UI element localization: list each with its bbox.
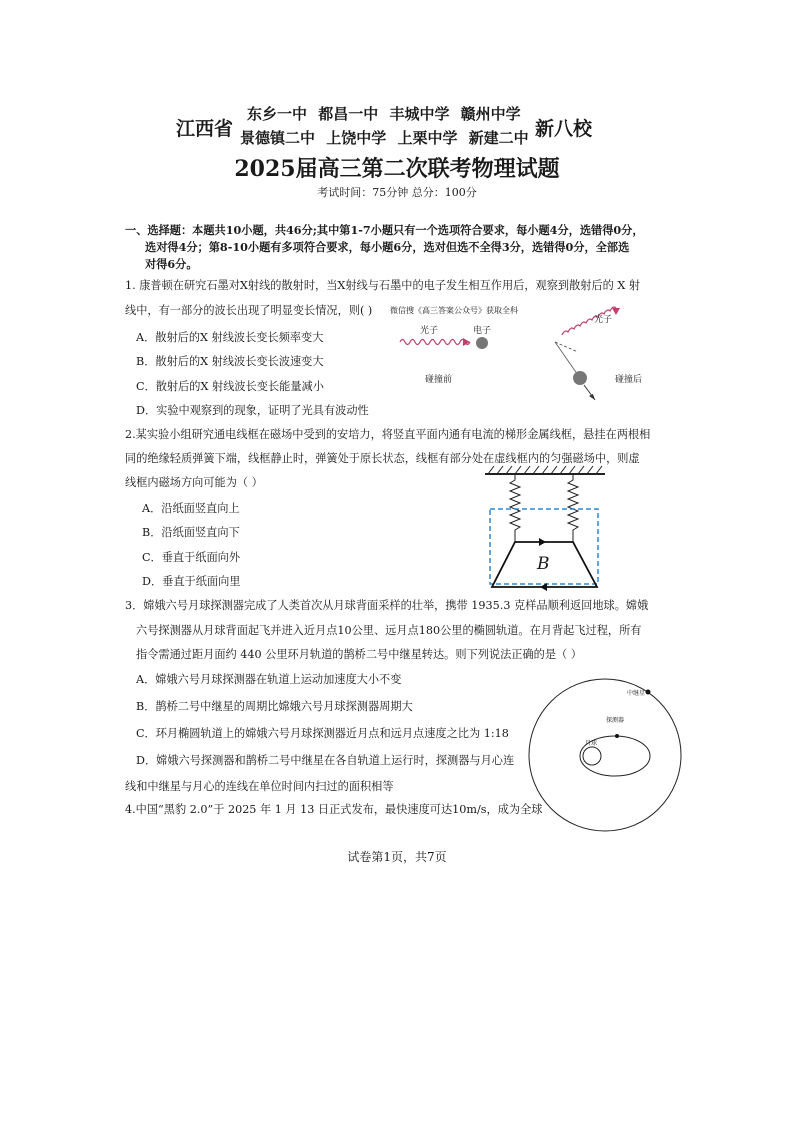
q3-option-d[interactable]: D．嫦娥六号探测器和鹊桥二号中继星在各自轨道上运行时，探测器与月心连 xyxy=(136,754,515,767)
header-schools-row1: 东乡一中 都昌一中 丰城中学 赣州中学 xyxy=(247,105,521,123)
q3-option-a[interactable]: A．嫦娥六号月球探测器在轨道上运动加速度大小不变 xyxy=(136,673,402,686)
before-collision-label: 碰撞前 xyxy=(425,375,453,385)
section1-line3: 对得6分。 xyxy=(145,257,198,271)
header-province: 江西省 xyxy=(176,118,234,140)
moon xyxy=(583,747,601,765)
q1-option-a[interactable]: A．散射后的X 射线波长变长频率变大 xyxy=(136,331,324,344)
q1-stem-line1: 1. 康普顿在研究石墨对X射线的散射时，当X射线与石墨中的电子发生相互作用后，观察到散射后的 X 射 xyxy=(125,279,641,292)
page-title: 2025届高三第二次联考物理试题 xyxy=(234,156,560,182)
q3-stem-line3: 指令需通过距月面约 440 公里环月轨道的鹊桥二号中继星转达。则下列说法正确的是（ ） xyxy=(136,648,582,661)
q3-option-c[interactable]: C．环月椭圆轨道上的嫦娥六号月球探测器近月点和远月点速度之比为 1:18 xyxy=(136,727,509,740)
ceiling-hatch xyxy=(488,466,602,474)
after-collision-label: 碰撞后 xyxy=(615,375,643,385)
section1-line1: 一、选择题：本题共10小题，共46分;其中第1-7小题只有一个选项符合要求，每小题4分，选错得0分， xyxy=(125,223,644,237)
incident-photon-wave xyxy=(400,340,470,345)
q2-option-c[interactable]: C．垂直于纸面向外 xyxy=(142,551,241,564)
section1-line2: 选对得4分；第8-10小题有多项符合要求，每小题6分，选对但选不全得3分，选错得0分，全部选 xyxy=(145,240,630,254)
q3-option-d-continued: 线和中继星与月心的连线在单位时间内扫过的面积相等 xyxy=(125,780,394,793)
q3-stem-line2: 六号探测器从月球背面起飞并进入近月点10公里、远月点180公里的椭圆轨道。在月背起飞过程，所有 xyxy=(136,624,642,637)
compton-figure xyxy=(390,300,670,410)
bottom-current-arrow xyxy=(540,583,547,591)
orbit-figure xyxy=(520,680,695,830)
q1-watermark: 微信搜《高三答案公众号》获取全科 xyxy=(390,306,518,315)
q2-option-a[interactable]: A．沿纸面竖直向上 xyxy=(142,502,240,515)
q1-option-b[interactable]: B．散射后的X 射线波长变长波速变大 xyxy=(136,355,324,368)
q1-option-c[interactable]: C．散射后的X 射线波长变长能量减小 xyxy=(136,380,324,393)
electron-after xyxy=(573,371,587,385)
header-group: 新八校 xyxy=(535,118,593,140)
scattered-photon-label: 光子 xyxy=(594,315,613,325)
q2-stem-line3: 线框内磁场方向可能为（ ） xyxy=(125,476,263,489)
probe-label: 探测器 xyxy=(606,717,625,724)
field-label-b: B xyxy=(537,554,550,574)
relay-satellite xyxy=(646,690,651,695)
page-footer: 试卷第1页，共7页 xyxy=(347,850,447,864)
photon-label: 光子 xyxy=(420,326,439,336)
header-schools-row2: 景德镇二中 上饶中学 上栗中学 新建二中 xyxy=(240,129,529,147)
q3-option-b[interactable]: B．鹊桥二号中继星的周期比嫦娥六号月球探测器周期大 xyxy=(136,700,413,713)
electron-label: 电子 xyxy=(473,326,492,336)
q1-stem-line2: 线中，有一部分的波长出现了明显变长情况，则( ) xyxy=(125,304,373,317)
moon-label: 月球 xyxy=(585,740,598,747)
q1-option-d[interactable]: D．实验中观察到的现象，证明了光具有波动性 xyxy=(136,404,369,417)
scattered-arrowhead xyxy=(612,308,620,315)
q2-option-b[interactable]: B．沿纸面竖直向下 xyxy=(142,526,240,539)
relay-orbit xyxy=(529,679,681,831)
q2-option-d[interactable]: D．垂直于纸面向里 xyxy=(142,575,241,588)
q2-stem-line2: 同的绝缘轻质弹簧下端，线框静止时，弹簧处于原长状态，线框有部分处在虚线框内的匀强磁场中，则虚 xyxy=(125,452,640,465)
relay-label: 中继星 xyxy=(627,690,646,697)
probe xyxy=(615,734,619,738)
q3-stem-line1: 3．嫦娥六号月球探测器完成了人类首次从月球背面采样的壮举，携带 1935.3 克样品顺利返回地球。嫦娥 xyxy=(125,599,649,612)
electron-before xyxy=(476,337,488,349)
top-current-arrow xyxy=(539,538,546,546)
q4-stem-line1: 4.中国“黑豹 2.0”于 2025 年 1 月 13 日正式发布，最快速度可达10m/s，成为全球 xyxy=(125,803,543,816)
left-spring xyxy=(510,474,520,542)
trapezoid-frame-figure xyxy=(480,462,610,594)
exam-info: 考试时间：75分钟 总分：100分 xyxy=(317,186,477,199)
right-spring xyxy=(568,474,578,542)
q2-stem-line1: 2.某实验小组研究通电线框在磁场中受到的安培力，将竖直平面内通有电流的梯形金属线框，悬挂在两根相 xyxy=(125,428,651,441)
